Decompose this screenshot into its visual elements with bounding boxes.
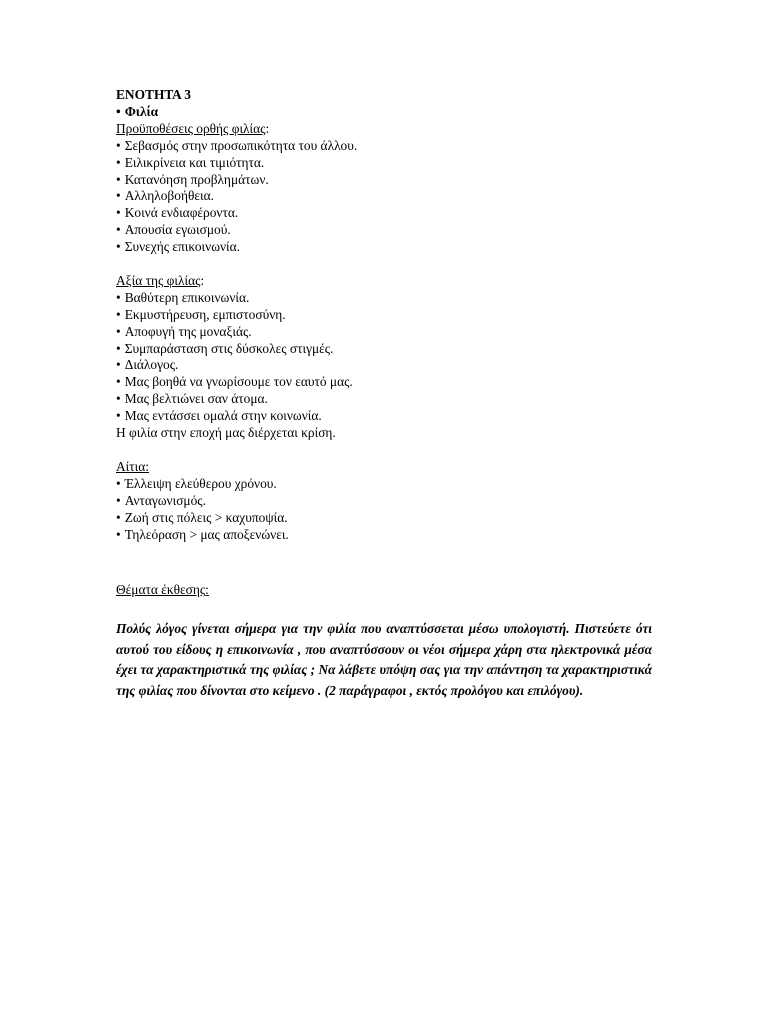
list-item: • Βαθύτερη επικοινωνία. (116, 290, 652, 307)
section-heading: ΕΝΟΤΗΤΑ 3 (116, 87, 191, 102)
section2-title-line (116, 273, 652, 290)
list-item: • Αλληλοβοήθεια. (116, 188, 652, 205)
list-item: • Αποφυγή της μοναξιάς. (116, 324, 652, 341)
list-item: • Ζωή στις πόλεις > καχυποψία. (116, 510, 652, 527)
section3-title: Αίτια: (116, 458, 149, 474)
section2-title-suffix: : (200, 272, 205, 288)
list-item: • Μας εντάσσει ομαλά στην κοινωνία. (116, 408, 652, 425)
list-item: • Κατανόηση προβλημάτων. (116, 172, 652, 189)
list-item: • Κοινά ενδιαφέροντα. (116, 205, 652, 222)
essay-prompt: Πολύς λόγος γίνεται σήμερα για την φιλία που αναπτύσσεται μέσω υπολογιστή. Πιστεύετε ότι αυτού του είδους η επικοινωνία , που αναπτύσσουν οι νέοι σήμερα χάρη στα ηλεκτρονικά μέσα έχει τα χαρακτηριστικά της φιλίας ; Να λάβετε υπόψη σας για την απάντηση τα χαρακτηριστικά της φιλίας που δίνονται στο κείμενο . (2 παράγραφοι , εκτός προλόγου και επιλόγου). (116, 621, 652, 698)
list-item: • Ειλικρίνεια και τιμιότητα. (116, 155, 652, 172)
list-item: • Μας βελτιώνει σαν άτομα. (116, 391, 652, 408)
list-item: • Απουσία εγωισμού. (116, 222, 652, 239)
section2-list (116, 290, 652, 425)
spacer (116, 543, 652, 582)
list-item: • Διάλογος. (116, 357, 652, 374)
spacer (116, 599, 652, 619)
section1-title: Προϋποθέσεις ορθής φιλίας (116, 120, 266, 136)
list-item: • Εκμυστήρευση, εμπιστοσύνη. (116, 307, 652, 324)
list-item: • Σεβασμός στην προσωπικότητα του άλλου. (116, 138, 652, 155)
section1-list (116, 138, 652, 256)
list-item: • Συμπαράσταση στις δύσκολες στιγμές. (116, 341, 652, 358)
section2-closing: Η φιλία στην εποχή μας διέρχεται κρίση. (116, 425, 336, 441)
topic-title: • Φιλία (116, 104, 652, 121)
spacer (116, 256, 652, 273)
section2-title: Αξία της φιλίας (116, 272, 201, 288)
document-page (116, 87, 652, 701)
list-item: • Ανταγωνισμός. (116, 493, 652, 510)
list-item: • Έλλειψη ελεύθερου χρόνου. (116, 476, 652, 493)
section1-title-suffix: : (265, 120, 270, 136)
spacer (116, 442, 652, 459)
section3-list (116, 476, 652, 544)
list-item: • Τηλεόραση > μας αποξενώνει. (116, 527, 652, 544)
list-item: • Μας βοηθά να γνωρίσουμε τον εαυτό μας. (116, 374, 652, 391)
essay-title: Θέματα έκθεσης: (116, 582, 209, 598)
section1-title-line (116, 121, 652, 138)
list-item: • Συνεχής επικοινωνία. (116, 239, 652, 256)
